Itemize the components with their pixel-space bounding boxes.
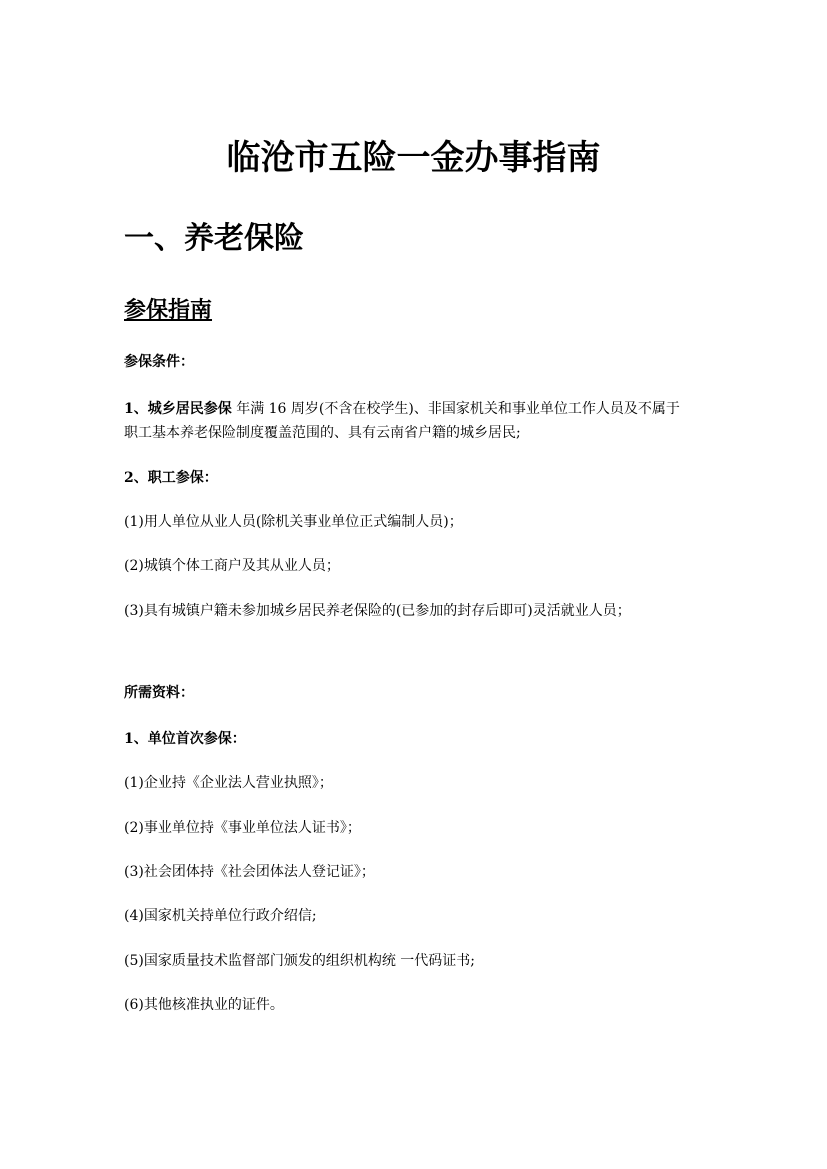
materials-item-1-point: (3)社会团体持《社会团体法人登记证》； xyxy=(124,864,375,880)
condition-item-1-text-line2: 职工基本养老保险制度覆盖范围的、具有云南省户籍的城乡居民; xyxy=(124,425,521,441)
condition-item-2-point: (1)用人单位从业人员(除机关事业单位正式编制人员)； xyxy=(124,514,463,530)
materials-item-1-point: (6)其他核准执业的证件。 xyxy=(124,997,284,1013)
condition-item-2-label: 2、职工参保： xyxy=(124,470,218,486)
condition-item-1-text-line1: 年满 16 周岁(不含在校学生)、非国家机关和事业单位工作人员及不属于 xyxy=(231,401,680,417)
materials-label: 所需资料： xyxy=(124,685,194,701)
materials-item-1-point: (2)事业单位持《事业单位法人证书》； xyxy=(124,820,361,836)
conditions-label: 参保条件： xyxy=(124,354,194,370)
section-heading-pension: 一、养老保险 xyxy=(124,221,304,256)
condition-item-2-point: (3)具有城镇户籍未参加城乡居民养老保险的(已参加的封存后即可)灵活就业人员； xyxy=(124,603,631,619)
materials-item-1-point: (5)国家质量技术监督部门颁发的组织机构统 一代码证书; xyxy=(124,953,475,969)
materials-item-1-label: 1、单位首次参保： xyxy=(124,731,246,747)
materials-item-1-point: (1)企业持《企业法人营业执照》； xyxy=(124,775,333,791)
condition-item-1-lead: 1、城乡居民参保 xyxy=(124,401,232,417)
document-title: 临沧市五险一金办事指南 xyxy=(226,138,601,178)
materials-item-1-point: (4)国家机关持单位行政介绍信; xyxy=(124,908,317,924)
subsection-heading-enrollment-guide: 参保指南 xyxy=(124,297,213,323)
condition-item-2-point: (2)城镇个体工商户及其从业人员； xyxy=(124,558,340,574)
condition-item-1 xyxy=(124,397,714,445)
